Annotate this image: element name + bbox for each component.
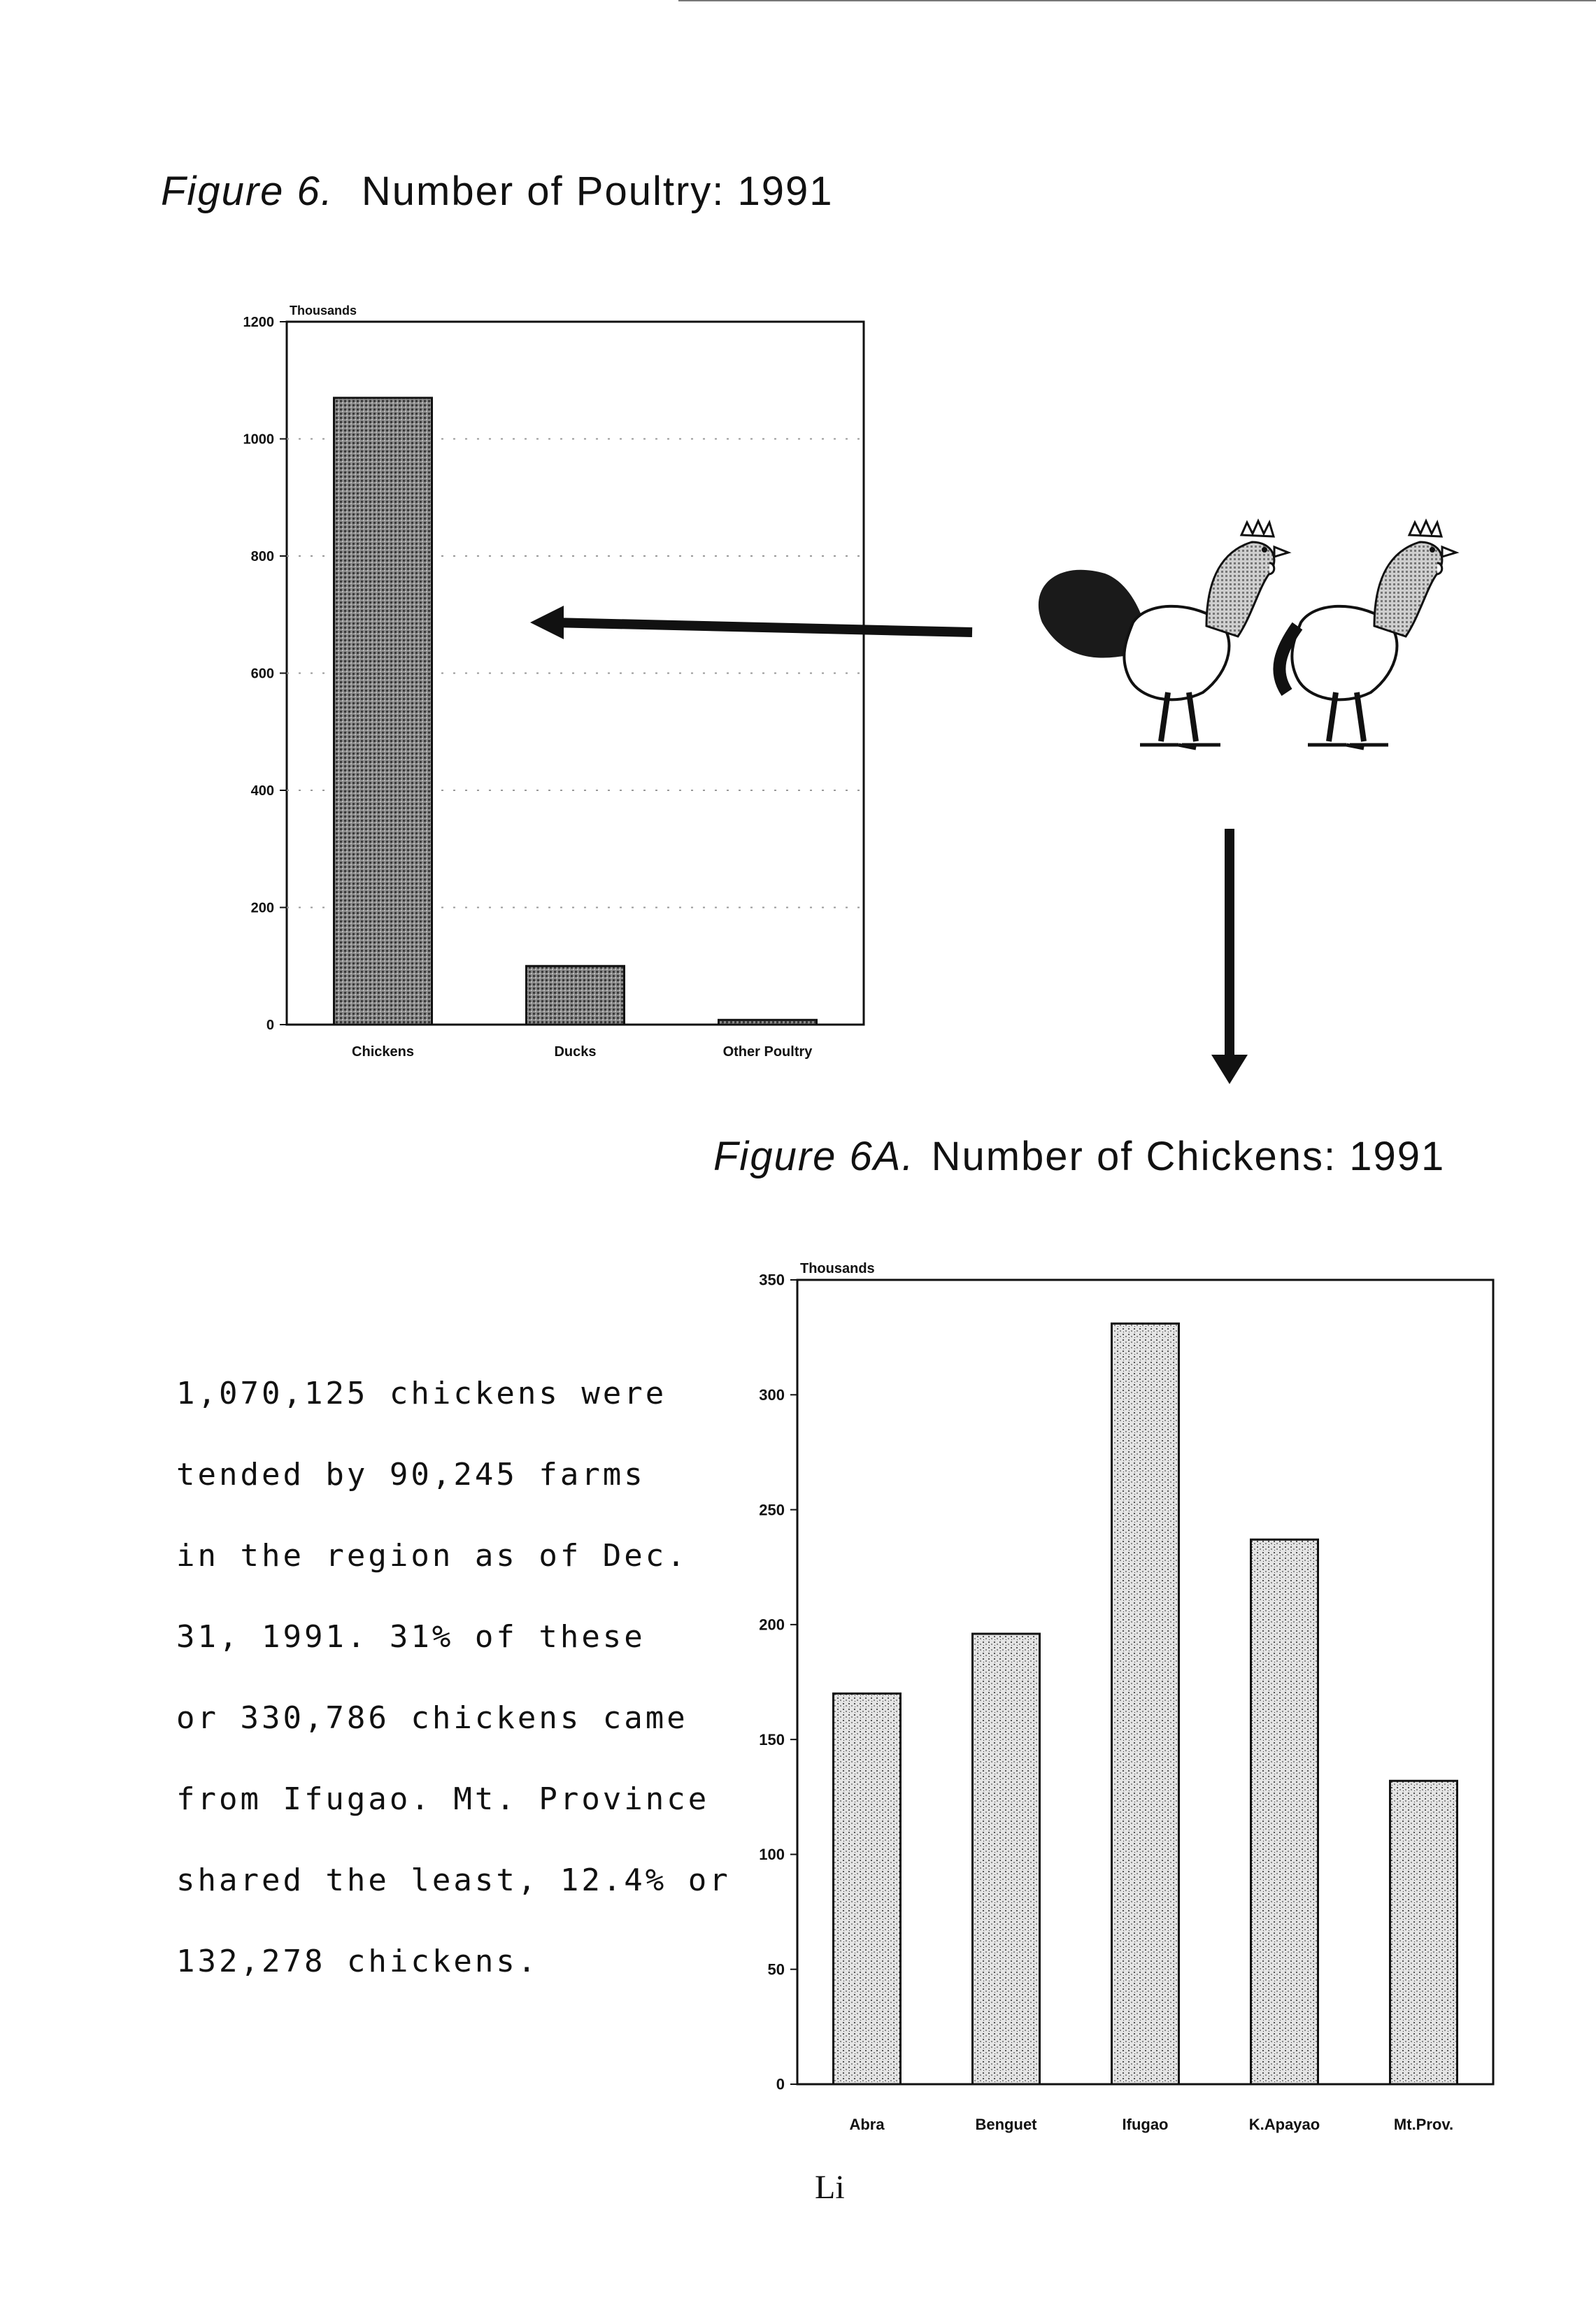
- poultry-bar-chart: [210, 287, 881, 1070]
- bar-other-poultry: [719, 1020, 817, 1025]
- y-tick-label: 800: [250, 549, 274, 564]
- y-tick-label: 100: [759, 1846, 785, 1864]
- summary-line: 31, 1991. 31% of these: [176, 1619, 646, 1655]
- chickens-bar-chart: [741, 1238, 1511, 2147]
- x-tick-label: Ducks: [554, 1044, 597, 1060]
- figure-6-heading: Number of Poultry: 1991: [361, 169, 834, 214]
- page-number: Li: [815, 2169, 845, 2206]
- rooster-icon: [1028, 504, 1518, 783]
- x-tick-label: Ifugao: [1122, 2116, 1169, 2133]
- summary-line: or 330,786 chickens came: [176, 1700, 688, 1736]
- y-tick-label: 1000: [243, 432, 274, 448]
- bar-ifugao: [1112, 1323, 1179, 2084]
- y-tick-label: 400: [250, 783, 274, 799]
- summary-line: tended by 90,245 farms: [176, 1457, 646, 1493]
- summary-line: from Ifugao. Mt. Province: [176, 1781, 710, 1817]
- y-tick-label: 1200: [243, 315, 274, 330]
- bar-k-apayao: [1251, 1539, 1318, 2084]
- x-tick-label: Benguet: [975, 2116, 1037, 2133]
- y-tick-label: 300: [759, 1385, 785, 1404]
- x-tick-label: Abra: [849, 2116, 885, 2133]
- y-tick-label: 200: [250, 900, 274, 916]
- y-unit-label: Thousands: [800, 1261, 875, 1276]
- bar-ducks: [527, 966, 625, 1025]
- summary-paragraph: [176, 1353, 731, 2002]
- x-tick-label: K.Apayao: [1248, 2116, 1320, 2133]
- y-tick-label: 150: [759, 1730, 785, 1748]
- figure-6a-label: Figure 6A.: [713, 1134, 915, 1179]
- down-arrow-icon: [1211, 829, 1248, 1084]
- roosters-illustration: [1028, 504, 1518, 787]
- y-tick-label: 0: [776, 2075, 785, 2093]
- y-tick-label: 50: [767, 1960, 785, 1979]
- bar-chickens: [334, 398, 432, 1025]
- bar-mt-prov-: [1390, 1781, 1458, 2084]
- y-tick-label: 250: [759, 1501, 785, 1519]
- y-tick-label: 200: [759, 1616, 785, 1634]
- figure-6a-title: [713, 1133, 1445, 1180]
- scan-edge-line: [678, 0, 1596, 1]
- y-unit-label: Thousands: [290, 304, 357, 318]
- bar-abra: [834, 1693, 901, 2084]
- figure-6-label: Figure 6.: [161, 169, 334, 214]
- summary-line: shared the least, 12.4% or: [176, 1862, 731, 1898]
- figure-6-title: [161, 168, 834, 215]
- figure-6a-heading: Number of Chickens: 1991: [931, 1134, 1446, 1179]
- summary-line: 132,278 chickens.: [176, 1944, 539, 1979]
- x-tick-label: Mt.Prov.: [1393, 2116, 1454, 2133]
- x-tick-label: Chickens: [352, 1044, 414, 1060]
- y-tick-label: 0: [266, 1018, 274, 1033]
- y-tick-label: 350: [759, 1271, 785, 1289]
- y-tick-label: 600: [250, 666, 274, 682]
- summary-line: in the region as of Dec.: [176, 1538, 688, 1574]
- summary-line: 1,070,125 chickens were: [176, 1376, 667, 1411]
- x-tick-label: Other Poultry: [722, 1044, 813, 1060]
- bar-benguet: [973, 1634, 1040, 2084]
